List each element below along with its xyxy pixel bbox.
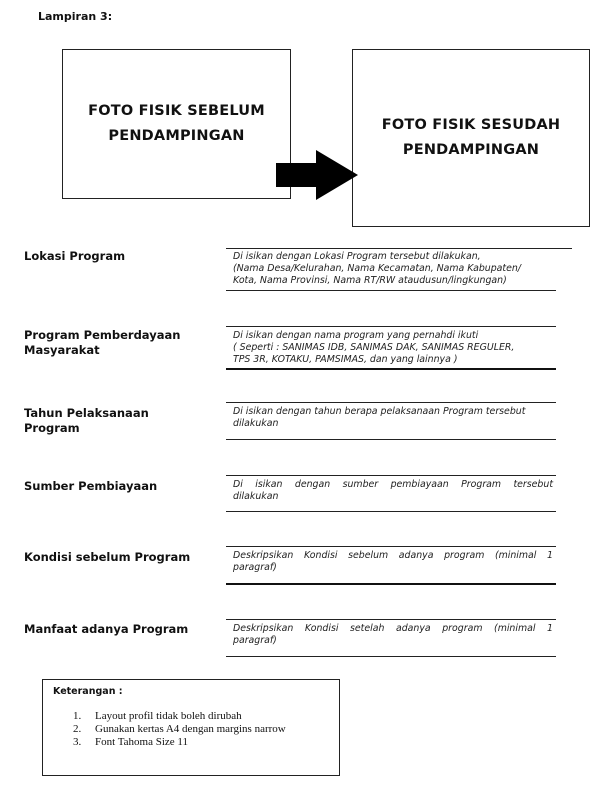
- row-bottom-line-manfaat: [226, 656, 556, 657]
- row-desc-sumber: Di isikan dengan sumber pembiayaan Program tersebut dilakukan: [233, 479, 553, 502]
- photo-after-title-line1: FOTO FISIK SESUDAH: [381, 117, 561, 133]
- row-top-line-sumber: [226, 475, 556, 476]
- photo-before-title-line2: PENDAMPINGAN: [108, 128, 245, 144]
- row-bottom-line-tahun: [226, 439, 556, 440]
- list-item: 1. Layout profil tidak boleh dirubah: [73, 710, 242, 722]
- keterangan-box: [42, 679, 340, 776]
- row-desc-tahun: Di isikan dengan tahun berapa pelaksanaan Program tersebut dilakukan: [233, 406, 526, 429]
- row-top-line-tahun: [226, 402, 556, 403]
- row-label-sumber: Sumber Pembiayaan: [24, 479, 158, 493]
- page-heading: Lampiran 3:: [38, 10, 113, 23]
- row-desc-lokasi: Di isikan dengan Lokasi Program tersebut dilakukan, (Nama Desa/Kelurahan, Nama Kecamatan, Nama Kabupaten/ Kota, Nama Provinsi, Nama RT/RW ataudusun/lingkungan): [233, 251, 521, 286]
- row-top-line-lokasi: [226, 248, 572, 249]
- row-label-tahun: Tahun Pelaksanaan Program: [24, 406, 149, 435]
- row-label-kondisi: Kondisi sebelum Program: [24, 550, 191, 564]
- row-label-lokasi: Lokasi Program: [24, 249, 126, 263]
- photo-after-title-line2: PENDAMPINGAN: [402, 142, 540, 158]
- row-desc-manfaat: Deskripsikan Kondisi setelah adanya program (minimal 1 paragraf): [233, 623, 553, 646]
- row-bottom-line-sumber: [226, 511, 556, 512]
- keterangan-title: Keterangan :: [53, 686, 123, 697]
- photo-after-box: [352, 49, 590, 227]
- row-desc-program: Di isikan dengan nama program yang pernahdi ikuti ( Seperti : SANIMAS IDB, SANIMAS DAK, SANIMAS REGULER, TPS 3R, KOTAKU, PAMSIMAS, dan yang lainnya ): [233, 330, 515, 365]
- arrow-right-icon: [276, 150, 358, 200]
- row-bottom-line-program: [226, 368, 556, 370]
- row-top-line-kondisi: [226, 546, 556, 547]
- list-item: 2. Gunakan kertas A4 dengan margins narrow: [73, 723, 286, 735]
- photo-before-box: [62, 49, 291, 199]
- row-bottom-line-lokasi: [226, 290, 556, 291]
- list-item: 3. Font Tahoma Size 11: [73, 736, 189, 748]
- row-top-line-program: [226, 326, 556, 327]
- row-desc-kondisi: Deskripsikan Kondisi sebelum adanya program (minimal 1 paragraf): [233, 550, 553, 573]
- row-label-program: Program Pemberdayaan Masyarakat: [24, 328, 181, 357]
- photo-before-title-line1: FOTO FISIK SEBELUM: [88, 103, 265, 119]
- row-label-manfaat: Manfaat adanya Program: [24, 622, 189, 636]
- keterangan-list: [73, 710, 305, 749]
- row-bottom-line-kondisi: [226, 583, 556, 585]
- row-top-line-manfaat: [226, 619, 556, 620]
